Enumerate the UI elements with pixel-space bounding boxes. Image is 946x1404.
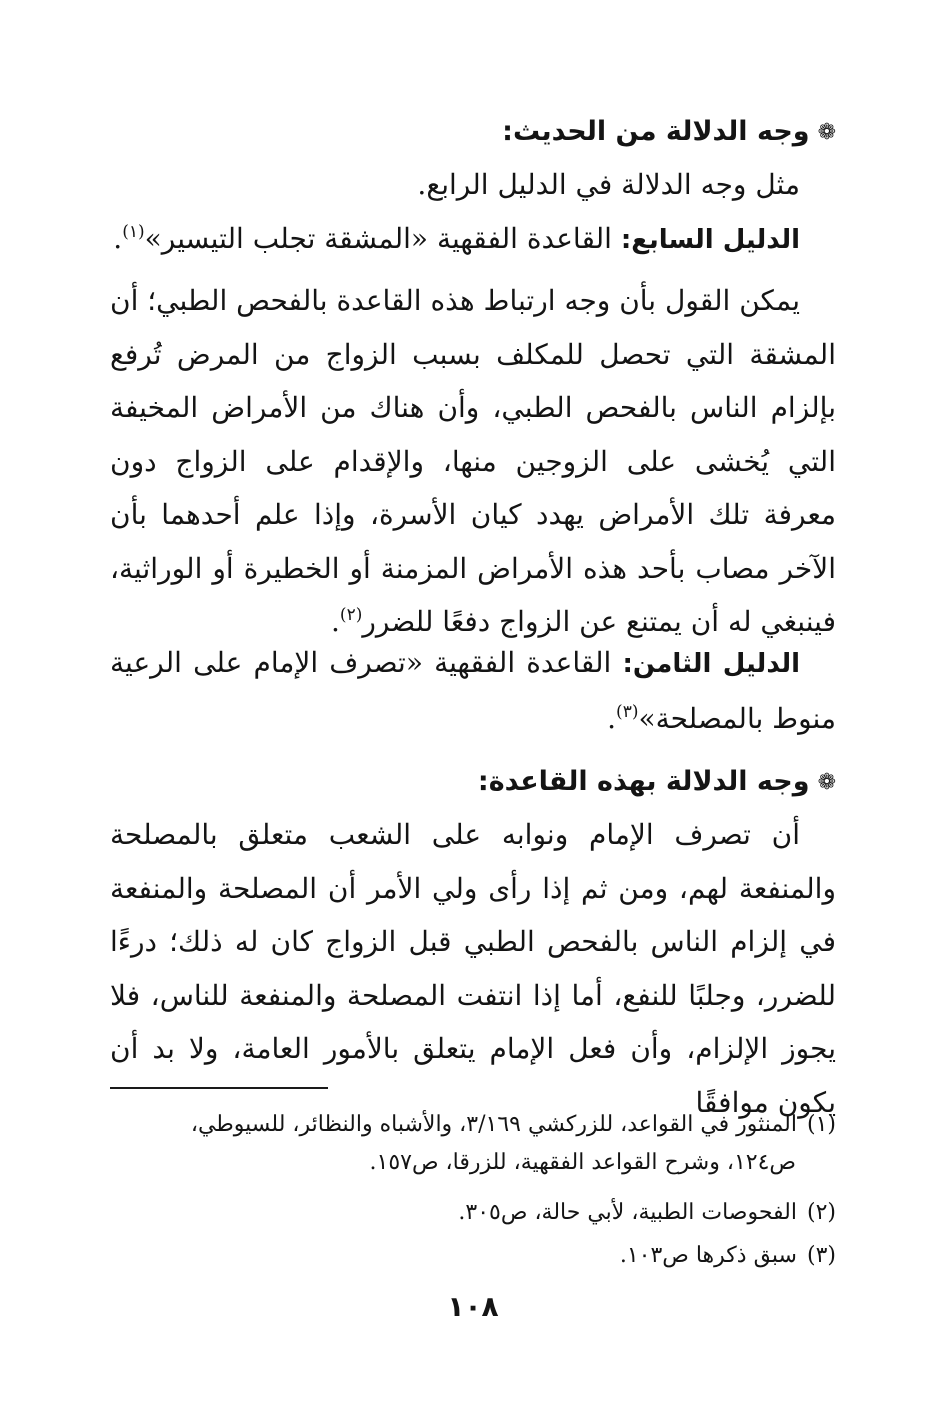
footnote-text: سبق ذكرها ص١٠٣.: [619, 1243, 797, 1268]
rule-inference-paragraph: [110, 808, 836, 1129]
footnote-number: (٢): [806, 1200, 836, 1225]
footnote-number: (٣): [806, 1243, 836, 1268]
flower-bullet-icon: ❁: [817, 120, 836, 145]
footnote-2: [110, 1194, 836, 1232]
paragraph-text: يمكن القول بأن وجه ارتباط هذه القاعدة بالفحص الطبي؛ أن المشقة التي تحصل للمكلف بسبب الزواج من المرض تُرفع بإلزام الناس بالفحص الطبي، وأن هناك من الأمراض المخيفة التي يُخشى على الزوجين منها، والإقدام على الزواج دون معرفة تلك الأمراض يهدد كيان الأسرة، وإذا علم أحدهما بأن الآخر مصاب بأحد هذه الأمراض المزمنة أو الخطيرة أو الوراثية، فينبغي له أن يمتنع عن الزواج دفعًا للضرر: [110, 284, 836, 638]
paragraph-text: مثل وجه الدلالة في الدليل الرابع.: [417, 168, 800, 201]
flower-bullet-icon: ❁: [817, 770, 836, 795]
seventh-evidence-paragraph: [110, 212, 836, 268]
eighth-evidence-paragraph: [110, 636, 836, 745]
footnote-ref-3[interactable]: (٣): [616, 701, 639, 722]
paragraph-text: أن تصرف الإمام ونوابه على الشعب متعلق بالمصلحة والمنفعة لهم، ومن ثم إذا رأى ولي الأمر أن المصلحة والمنفعة في إلزام الناس بالفحص الطبي قبل الزواج كان له ذلك؛ درءًا للضرر، وجلبًا للنفع، أما إذا انتفت المصلحة والمنفعة للناس، فلا يجوز الإلزام، وأن فعل الإمام يتعلق بالأمور العامة، ولا بد أن يكون موافقًا: [110, 818, 836, 1119]
page-number: ١٠٨: [447, 1290, 499, 1323]
hadith-inference-paragraph: [110, 158, 836, 212]
footnote-3: [110, 1237, 836, 1275]
seventh-evidence-label: الدليل السابع:: [620, 225, 800, 255]
section-heading-text: وجه الدلالة من الحديث:: [502, 116, 810, 147]
footnote-1: [110, 1106, 836, 1182]
footnote-ref-1[interactable]: (١): [122, 222, 145, 242]
footnote-ref-2[interactable]: (٢): [339, 605, 363, 625]
section-heading-hadith: [110, 114, 836, 151]
footnote-number: (١): [806, 1112, 836, 1137]
footnote-continuation: ص١٢٤، وشرح القواعد الفقهية، للزرقا، ص١٥٧.: [369, 1150, 796, 1175]
sentence-end: .: [607, 701, 617, 735]
footnote-separator: [110, 1087, 328, 1089]
footnote-text: الفحوصات الطبية، لأبي حالة، ص٣٠٥.: [458, 1200, 797, 1225]
hardship-rule-paragraph: [110, 274, 836, 649]
seventh-evidence-text: القاعدة الفقهية «المشقة تجلب التيسير»: [144, 222, 612, 255]
sentence-end: .: [331, 605, 340, 638]
sentence-end: .: [113, 222, 123, 255]
footnote-text: المنثور في القواعد، للزركشي ٣/١٦٩، والأشباه والنظائر، للسيوطي،: [190, 1112, 797, 1137]
eighth-evidence-label: الدليل الثامن:: [622, 649, 801, 679]
eighth-evidence-text: القاعدة الفقهية «تصرف الإمام على الرعية منوط بالمصلحة»: [110, 646, 836, 735]
section-heading-rule: [110, 764, 836, 801]
section-heading-text: وجه الدلالة بهذه القاعدة:: [477, 766, 810, 797]
